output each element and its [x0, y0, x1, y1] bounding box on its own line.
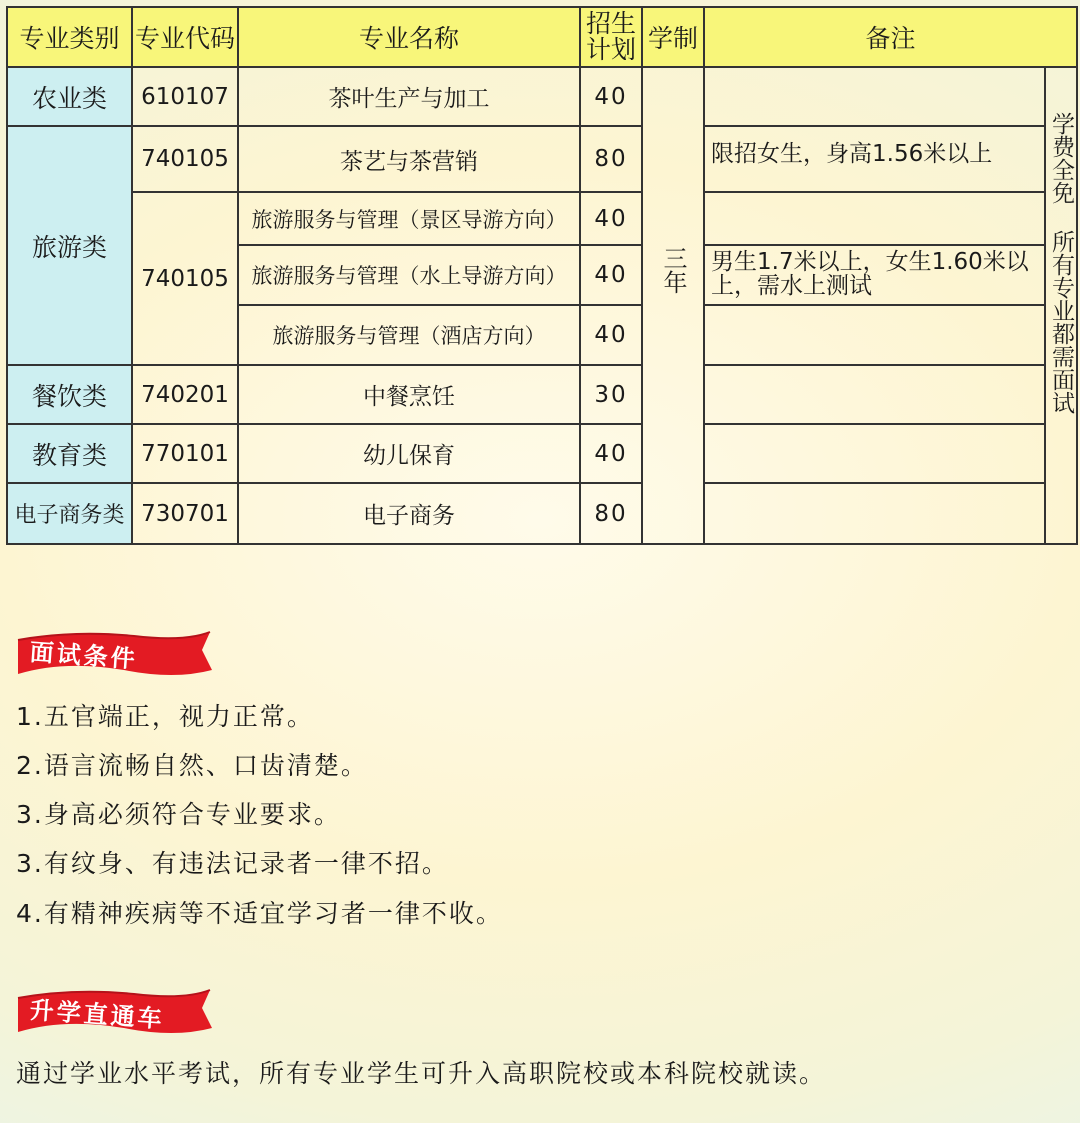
interview-item: 3.身高必须符合专业要求。	[16, 800, 341, 829]
remark-cell: 限招女生，身高1.56米以上	[705, 127, 1046, 193]
remark-cell	[705, 68, 1046, 127]
header-remarks: 备注	[705, 8, 1078, 68]
code-cell: 730701	[133, 484, 239, 545]
major-name-cell: 幼儿保育	[239, 425, 581, 484]
major-name-cell: 茶叶生产与加工	[239, 68, 581, 127]
interview-item: 4.有精神疾病等不适宜学习者一律不收。	[16, 899, 503, 928]
interview-item: 3.有纹身、有违法记录者一律不招。	[16, 849, 449, 878]
code-cell: 740201	[133, 366, 239, 425]
category-education: 教育类	[8, 425, 133, 484]
code-cell: 740105	[133, 127, 239, 193]
remark-cell	[705, 425, 1046, 484]
enrollment-table	[0, 0, 1080, 545]
interview-item: 2.语言流畅自然、口齿清楚。	[16, 751, 368, 780]
interview-item: 1.五官端正，视力正常。	[16, 702, 314, 731]
plan-cell: 80	[581, 484, 643, 545]
duration-value: 三年	[659, 246, 687, 294]
plan-cell: 40	[581, 306, 643, 366]
header-duration: 学制	[643, 8, 705, 68]
remark-cell	[705, 306, 1046, 366]
plan-cell: 40	[581, 425, 643, 484]
header-name: 专业名称	[239, 8, 581, 68]
code-cell: 770101	[133, 425, 239, 484]
header-plan	[581, 8, 643, 68]
major-name-cell: 旅游服务与管理（酒店方向）	[239, 306, 581, 366]
remark-cell: 男生1.7米以上，女生1.60米以上，需水上测试	[705, 246, 1046, 306]
category-tourism: 旅游类	[8, 127, 133, 366]
header-category: 专业类别	[8, 8, 133, 68]
progression-title: 升学直通车	[28, 996, 166, 1034]
plan-cell: 40	[581, 68, 643, 127]
remark-cell	[705, 193, 1046, 246]
category-catering: 餐饮类	[8, 366, 133, 425]
category-ecommerce: 电子商务类	[8, 484, 133, 545]
plan-cell: 40	[581, 193, 643, 246]
interview-banner	[14, 626, 214, 680]
duration-cell	[643, 68, 705, 545]
plan-cell: 30	[581, 366, 643, 425]
progression-banner	[14, 984, 214, 1038]
header-plan-line1: 招生	[585, 9, 636, 38]
category-agriculture: 农业类	[8, 68, 133, 127]
remark-cell	[705, 484, 1046, 545]
major-name-cell: 中餐烹饪	[239, 366, 581, 425]
remark-cell	[705, 366, 1046, 425]
interview-title: 面试条件	[28, 638, 139, 674]
code-cell: 610107	[133, 68, 239, 127]
plan-cell: 40	[581, 246, 643, 306]
side-note-cell	[1046, 68, 1078, 545]
major-name-cell: 茶艺与茶营销	[239, 127, 581, 193]
header-code: 专业代码	[133, 8, 239, 68]
side-note-text: 学费全免 所有专业都需面试	[1048, 112, 1074, 414]
major-name-cell: 电子商务	[239, 484, 581, 545]
progression-text: 通过学业水平考试，所有专业学生可升入高职院校或本科院校就读。	[16, 1059, 827, 1088]
code-cell: 740105	[133, 193, 239, 366]
major-name-cell: 旅游服务与管理（水上导游方向）	[239, 246, 581, 306]
header-plan-line2: 计划	[585, 35, 636, 64]
plan-cell: 80	[581, 127, 643, 193]
major-name-cell: 旅游服务与管理（景区导游方向）	[239, 193, 581, 246]
